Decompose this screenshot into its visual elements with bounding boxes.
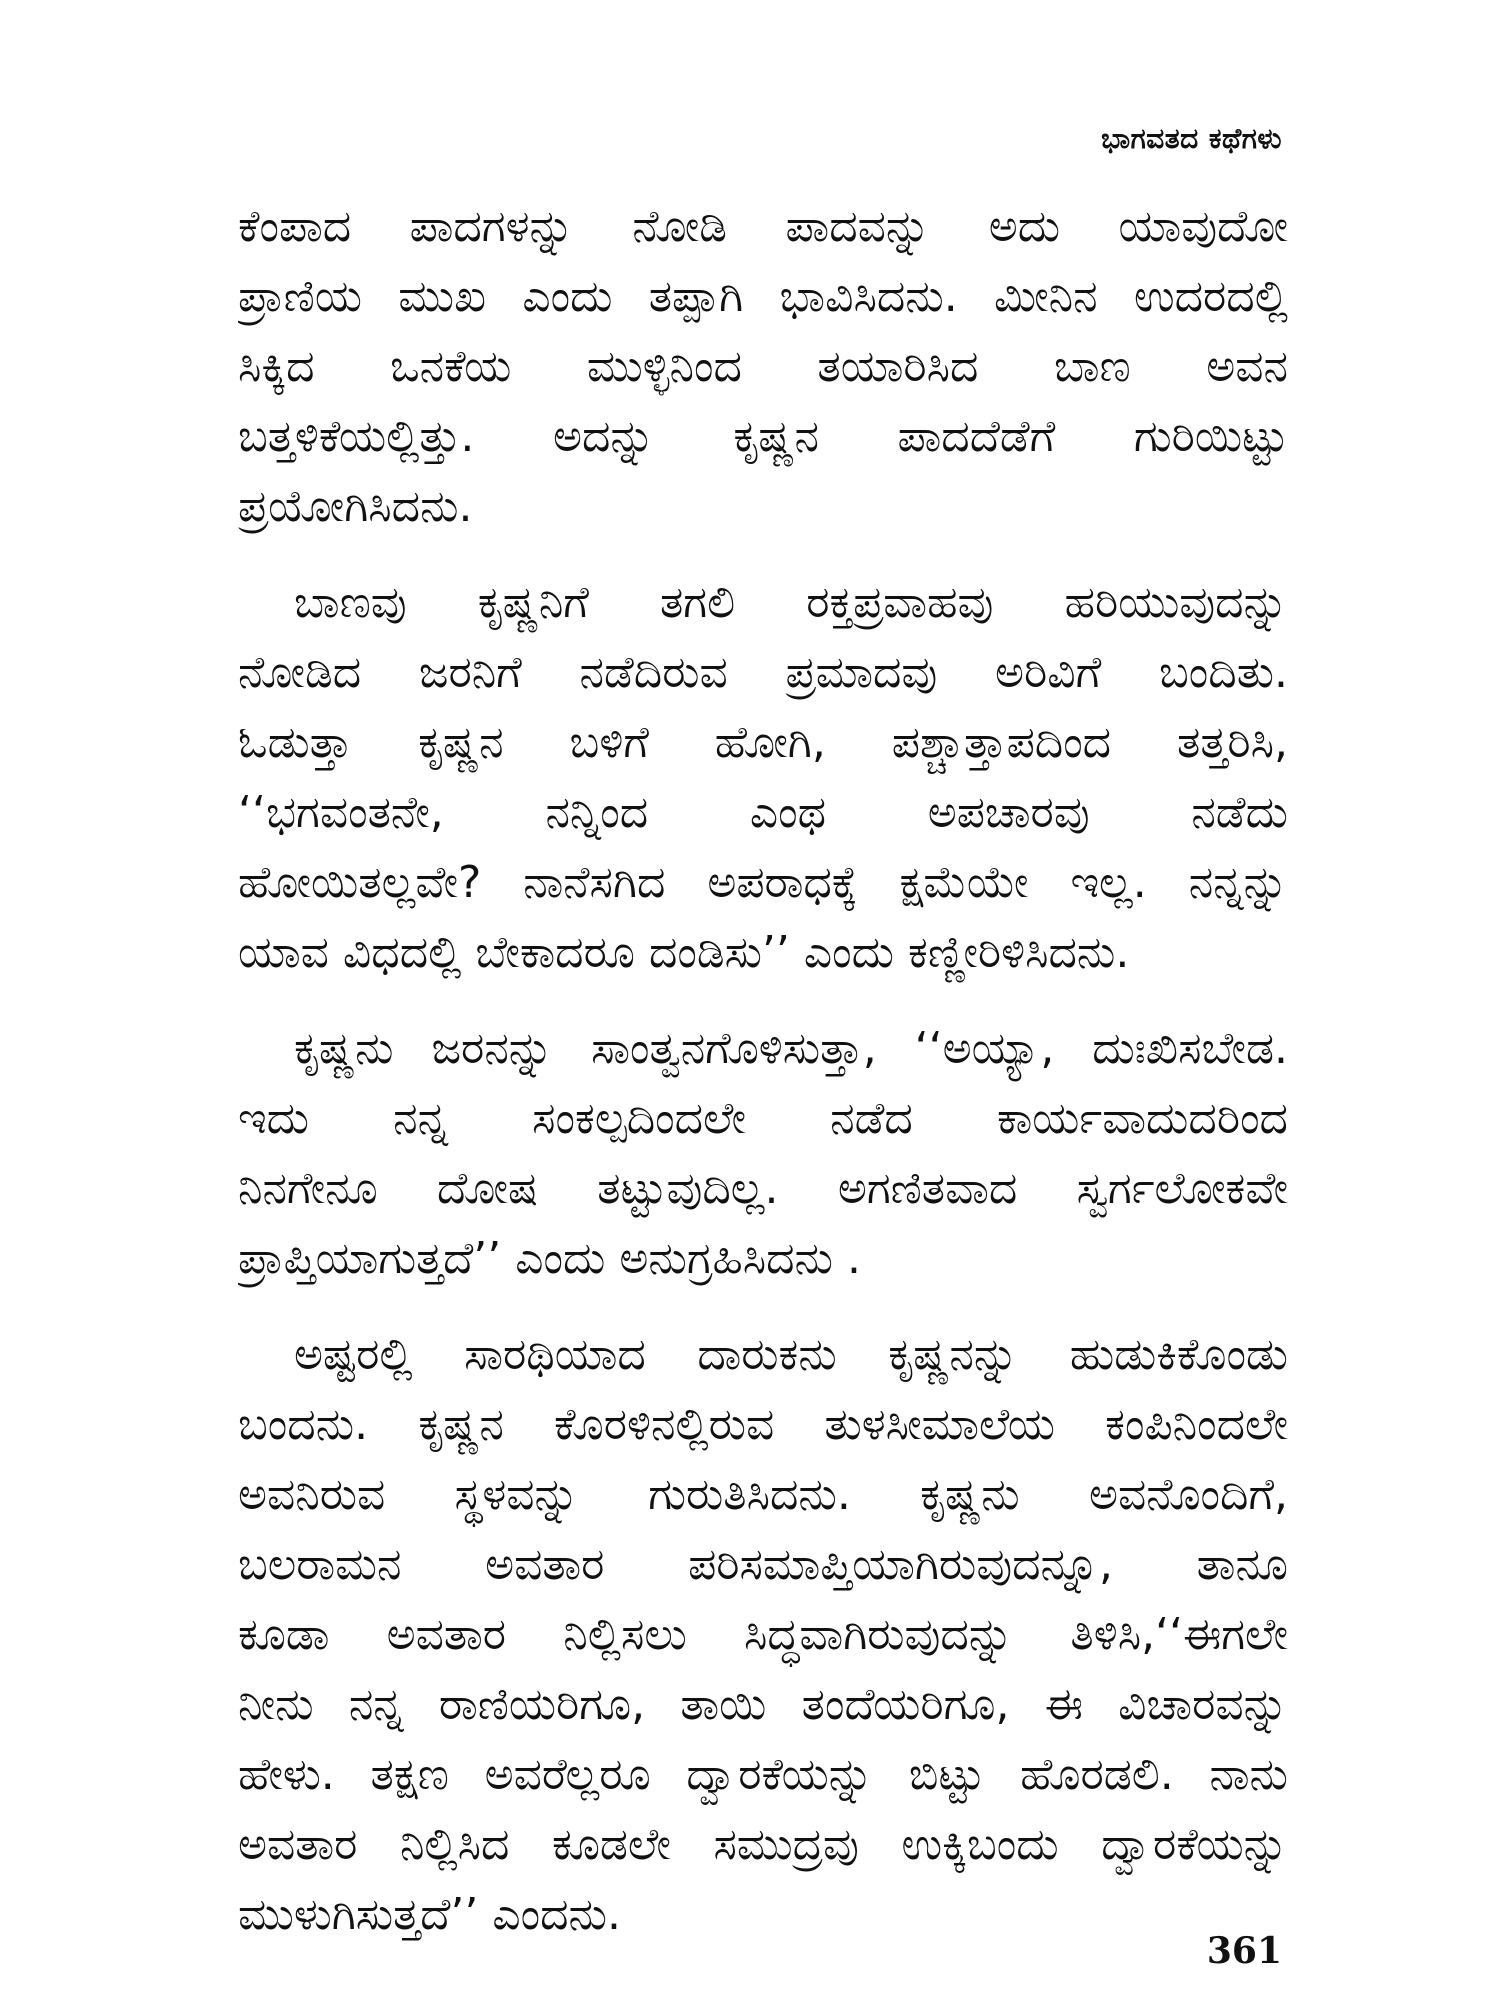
- paragraph-2: [238, 568, 1288, 988]
- text-line: ಪ್ರಾಪ್ತಿಯಾಗುತ್ತದೆ’’ ಎಂದು ಅನುಗ್ರಹಿಸಿದನು .: [238, 1233, 861, 1284]
- text-line: ಹೇಳು. ತಕ್ಷಣ ಅವರೆಲ್ಲರೂ ದ್ವಾರಕೆಯನ್ನು ಬಿಟ್ಟು ಹೊರಡಲಿ. ನಾನು: [238, 1749, 1288, 1800]
- text-line: ನಿನಗೇನೂ ದೋಷ ತಟ್ಟುವುದಿಲ್ಲ. ಅಗಣಿತವಾದ ಸ್ವರ್ಗಲೋಕವೇ: [238, 1163, 1288, 1214]
- text-line: ನೋಡಿದ ಜರನಿಗೆ ನಡೆದಿರುವ ಪ್ರಮಾದವು ಅರಿವಿಗೆ ಬಂದಿತು.: [238, 647, 1288, 698]
- page-number: 361: [1206, 1930, 1282, 1972]
- text-line: ಓಡುತ್ತಾ ಕೃಷ್ಣನ ಬಳಿಗೆ ಹೋಗಿ, ಪಶ್ಚಾತ್ತಾಪದಿಂದ ತತ್ತರಿಸಿ,: [238, 717, 1288, 768]
- text-line: ಕೂಡಾ ಅವತಾರ ನಿಲ್ಲಿಸಲು ಸಿದ್ಧವಾಗಿರುವುದನ್ನು ತಿಳಿಸಿ,‘‘ಈಗಲೇ: [238, 1609, 1288, 1660]
- text-line: ಕೃಷ್ಣನು ಜರನನ್ನು ಸಾಂತ್ವನಗೊಳಿಸುತ್ತಾ, ‘‘ಅಯ್ಯಾ, ದುಃಖಿಸಬೇಡ.: [294, 1023, 1288, 1074]
- text-line: ನೀನು ನನ್ನ ರಾಣಿಯರಿಗೂ, ತಾಯಿ ತಂದೆಯರಿಗೂ, ಈ ವಿಚಾರವನ್ನು: [238, 1679, 1288, 1730]
- text-line: ಅವತಾರ ನಿಲ್ಲಿಸಿದ ಕೂಡಲೇ ಸಮುದ್ರವು ಉಕ್ಕಿಬಂದು ದ್ವಾರಕೆಯನ್ನು: [238, 1819, 1288, 1870]
- text-line: ‘‘ಭಗವಂತನೇ, ನನ್ನಿಂದ ಎಂಥ ಅಪಚಾರವು ನಡೆದು: [238, 787, 1288, 838]
- paragraph-3: [238, 1014, 1288, 1294]
- body-text: [238, 192, 1288, 1976]
- text-line: ಇದು ನನ್ನ ಸಂಕಲ್ಪದಿಂದಲೇ ನಡೆದ ಕಾರ್ಯವಾದುದರಿಂದ: [238, 1093, 1288, 1144]
- paragraph-1: [238, 192, 1288, 542]
- text-line: ಅವನಿರುವ ಸ್ಥಳವನ್ನು ಗುರುತಿಸಿದನು. ಕೃಷ್ಣನು ಅವನೊಂದಿಗೆ,: [238, 1469, 1288, 1520]
- text-line: ಮುಳುಗಿಸುತ್ತದೆ’’ ಎಂದನು.: [238, 1889, 621, 1940]
- text-line: ಹೋಯಿತಲ್ಲವೇ? ನಾನೆಸಗಿದ ಅಪರಾಧಕ್ಕೆ ಕ್ಷಮೆಯೇ ಇಲ್ಲ. ನನ್ನನ್ನು: [238, 857, 1288, 908]
- text-line: ಬತ್ತಳಿಕೆಯಲ್ಲಿತ್ತು. ಅದನ್ನು ಕೃಷ್ಣನ ಪಾದದೆಡೆಗೆ ಗುರಿಯಿಟ್ಟು: [238, 411, 1288, 462]
- text-line: ಬಂದನು. ಕೃಷ್ಣನ ಕೊರಳಿನಲ್ಲಿರುವ ತುಳಸೀಮಾಲೆಯ ಕಂಪಿನಿಂದಲೇ: [238, 1399, 1288, 1450]
- running-header: ಭಾಗವತದ ಕಥೆಗಳು: [1101, 122, 1282, 155]
- text-line: ಪ್ರಯೋಗಿಸಿದನು.: [238, 481, 473, 532]
- text-line: ಬಲರಾಮನ ಅವತಾರ ಪರಿಸಮಾಪ್ತಿಯಾಗಿರುವುದನ್ನೂ, ತಾನೂ: [238, 1539, 1288, 1590]
- text-line: ಬಾಣವು ಕೃಷ್ಣನಿಗೆ ತಗಲಿ ರಕ್ತಪ್ರವಾಹವು ಹರಿಯುವುದನ್ನು: [294, 577, 1288, 628]
- text-line: ಅಷ್ಟರಲ್ಲಿ ಸಾರಥಿಯಾದ ದಾರುಕನು ಕೃಷ್ಣನನ್ನು ಹುಡುಕಿಕೊಂಡು: [294, 1329, 1288, 1380]
- text-line: ಸಿಕ್ಕಿದ ಒನಕೆಯ ಮುಳ್ಳಿನಿಂದ ತಯಾರಿಸಿದ ಬಾಣ ಅವನ: [238, 341, 1288, 392]
- text-line: ಕೆಂಪಾದ ಪಾದಗಳನ್ನು ನೋಡಿ ಪಾದವನ್ನು ಅದು ಯಾವುದೋ: [238, 201, 1288, 252]
- text-line: ಯಾವ ವಿಧದಲ್ಲಿ ಬೇಕಾದರೂ ದಂಡಿಸು’’ ಎಂದು ಕಣ್ಣೀರಿಳಿಸಿದನು.: [238, 927, 1130, 978]
- paragraph-4: [238, 1320, 1288, 1950]
- text-line: ಪ್ರಾಣಿಯ ಮುಖ ಎಂದು ತಪ್ಪಾಗಿ ಭಾವಿಸಿದನು. ಮೀನಿನ ಉದರದಲ್ಲಿ: [238, 271, 1288, 322]
